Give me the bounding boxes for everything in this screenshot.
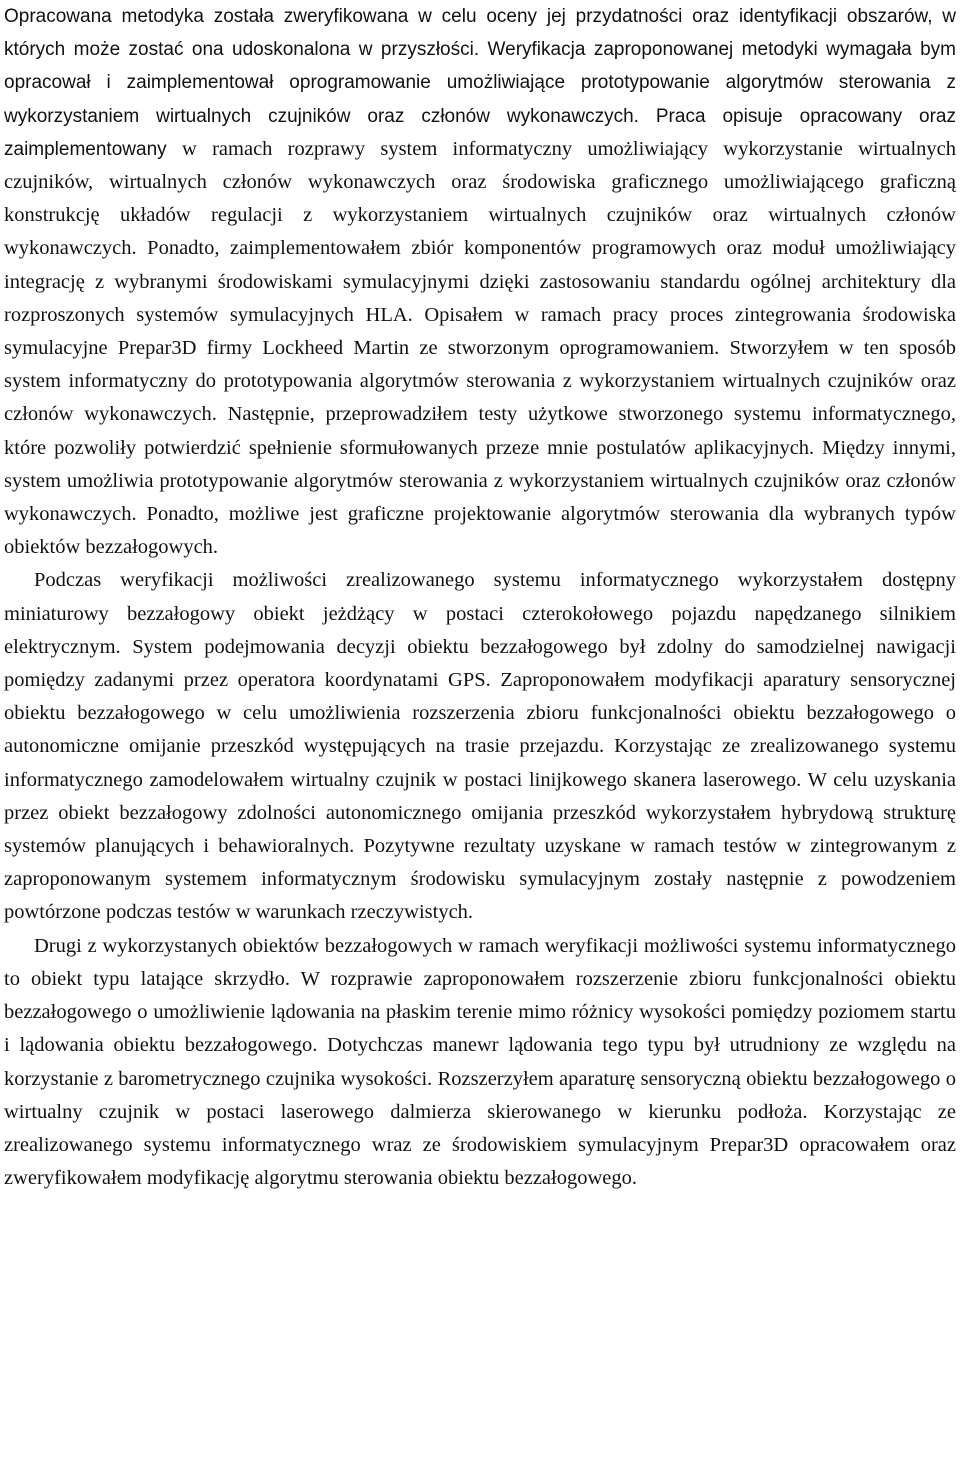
document-page: [4, 0, 956, 1195]
paragraph-flying-wing: [4, 930, 956, 1196]
paragraph-methodology-verification: [4, 0, 956, 564]
paragraph-text-serif: Drugi z wykorzystanych obiektów bezzałogowych w ramach weryfikacji możliwości systemu informatycznego to obiekt typu latające skrzydło. W rozprawie zaproponowałem rozszerzenie zbioru funkcjonalności obiektu bezzałogowego o umożliwienie lądowania na płaskim terenie mimo różnicy wysokości pomiędzy poziomem startu i lądowania obiektu bezzałogowego. Dotychczas manewr lądowania tego typu był utrudniony ze względu na korzystanie z barometrycznego czujnika wysokości. Rozszerzyłem aparaturę sensoryczną obiektu bezzałogowego o wirtualny czujnik w postaci laserowego dalmierza skierowanego w kierunku podłoża. Korzystając ze zrealizowanego systemu informatycznego wraz ze środowiskiem symulacyjnym Prepar3D opracowałem oraz zweryfikowałem modyfikację algorytmu sterowania obiektu bezzałogowego.: [4, 934, 956, 1190]
paragraph-ground-vehicle: [4, 564, 956, 929]
paragraph-text-serif: w ramach rozprawy system informatyczny umożliwiający wykorzystanie wirtualnych czujników, wirtualnych członów wykonawczych oraz środowiska graficznego umożliwiającego graficzną konstrukcję układów regulacji z wykorzystaniem wirtualnych czujników oraz wirtualnych członów wykonawczych. Ponadto, zaimplementowałem zbiór komponentów programowych oraz moduł umożliwiający integrację z wybranymi środowiskami symulacyjnymi dzięki zastosowaniu standardu ogólnej architektury dla rozproszonych systemów symulacyjnych HLA. Opisałem w ramach pracy proces zintegrowania środowiska symulacyjne Prepar3D firmy Lockheed Martin ze stworzonym oprogramowaniem. Stworzyłem w ten sposób system informatyczny do prototypowania algorytmów sterowania z wykorzystaniem wirtualnych czujników oraz członów wykonawczych. Następnie, przeprowadziłem testy użytkowe stworzonego systemu informatycznego, które pozwoliły potwierdzić spełnienie sformułowanych przeze mnie postulatów aplikacyjnych. Między innymi, system umożliwia prototypowanie algorytmów sterowania z wykorzystaniem wirtualnych czujników oraz członów wykonawczych. Ponadto, możliwe jest graficzne projektowanie algorytmów sterowania dla wybranych typów obiektów bezzałogowych.: [4, 137, 956, 559]
paragraph-text-serif: Podczas weryfikacji możliwości zrealizowanego systemu informatycznego wykorzystałem dostępny miniaturowy bezzałogowy obiekt jeżdżący w postaci czterokołowego pojazdu napędzanego silnikiem elektrycznym. System podejmowania decyzji obiektu bezzałogowego był zdolny do samodzielnej nawigacji pomiędzy zadanymi przez operatora koordynatami GPS. Zaproponowałem modyfikacji aparatury sensorycznej obiektu bezzałogowego w celu umożliwienia rozszerzenia zbioru funkcjonalności obiektu bezzałogowego o autonomiczne omijanie przeszkód występujących na trasie przejazdu. Korzystając ze zrealizowanego systemu informatycznego zamodelowałem wirtualny czujnik w postaci linijkowego skanera laserowego. W celu uzyskania przez obiekt bezzałogowy zdolności autonomicznego omijania przeszkód wykorzystałem hybrydową strukturę systemów planujących i behawioralnych. Pozytywne rezultaty uzyskane w ramach testów w zintegrowanym z zaproponowanym systemem informatycznym środowisku symulacyjnym zostały następnie z powodzeniem powtórzone podczas testów w warunkach rzeczywistych.: [4, 569, 956, 924]
paragraph-text-sans: Opracowana metodyka została zweryfikowana w celu oceny jej przydatności oraz identyfikacji obszarów, w których może zostać ona udoskonalona w przyszłości. Weryfikacja zaproponowanej metodyki wymagała bym opracował i zaimplementował oprogramowanie umożliwiające prototypowanie algorytmów sterowania z wykorzystaniem wirtualnych czujników oraz członów wykonawczych. Praca opisuje opracowany oraz zaimplementowany: [4, 6, 956, 160]
